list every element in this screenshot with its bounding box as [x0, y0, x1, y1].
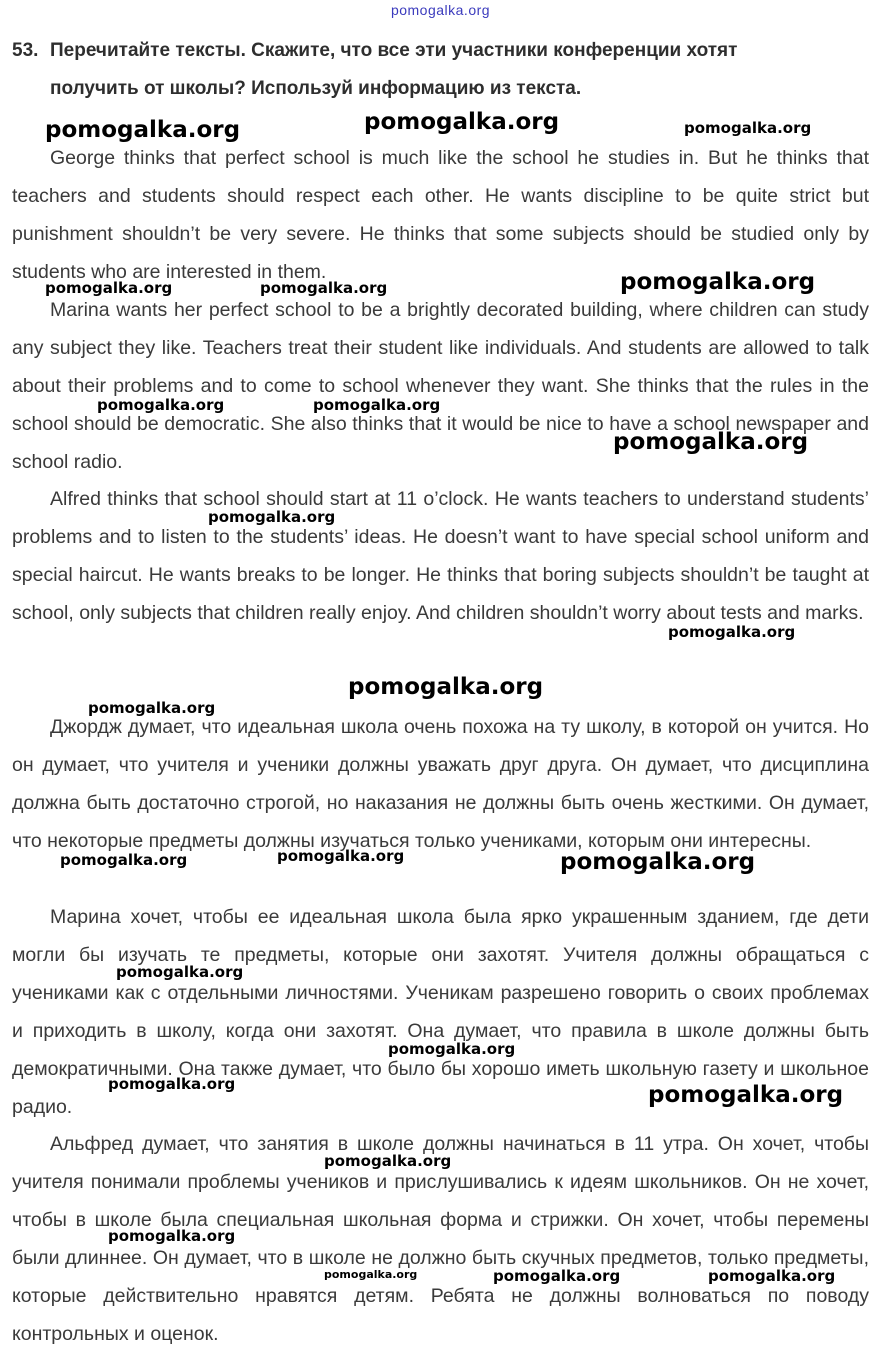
- watermark: pomogalka.org: [208, 508, 336, 526]
- watermark: pomogalka.org: [260, 279, 388, 297]
- watermark: pomogalka.org: [684, 119, 812, 137]
- russian-paragraph-marina: Марина хочет, чтобы ее идеальная школа была ярко украшенным зданием, где дети могли бы изучать те предметы, которые они захотят. Учителя должны обращаться с учениками как с отдельными личностями. Ученикам разрешено говорить о своих проблемах и приходить в школу, когда они захотят. Она думает, что правила в школе должны быть демократичными. Она также думает, что было бы хорошо иметь школьную газету и школьное радио.: [12, 906, 869, 1119]
- watermark: pomogalka.org: [97, 396, 225, 414]
- watermark: pomogalka.org: [45, 117, 241, 143]
- watermark: pomogalka.org: [493, 1267, 621, 1285]
- english-paragraph-alfred: Alfred thinks that school should start at 11 o’clock. He wants teachers to understand students’ problems and to listen to the students’ ideas. He doesn’t want to have special school uniform and special haircut. He wants breaks to be longer. He thinks that boring subjects shouldn’t be taught at school, only subjects that children really enjoy. And children shouldn’t worry about tests and marks.: [12, 488, 869, 625]
- watermark: pomogalka.org: [648, 1082, 844, 1108]
- task-line-2: получить от школы? Используй информацию из текста.: [50, 78, 582, 99]
- watermark: pomogalka.org: [324, 1268, 418, 1281]
- watermark: pomogalka.org: [88, 699, 216, 717]
- watermark: pomogalka.org: [613, 429, 809, 455]
- task-heading: [12, 32, 872, 108]
- watermark: pomogalka.org: [277, 847, 405, 865]
- watermark: pomogalka.org: [108, 1075, 236, 1093]
- russian-paragraph-alfred: Альфред думает, что занятия в школе должны начинаться в 11 утра. Он хочет, чтобы учителя понимали проблемы учеников и прислушивались к идеям школьников. Он не хочет, чтобы в школе была специальная школьная форма и стрижки. Он хочет, чтобы перемены были длиннее. Он думает, что в школе не должно быть скучных предметов, только предметы, которые действительно нравятся детям. Ребята не должны волноваться по поводу контрольных и оценок.: [12, 1133, 869, 1346]
- english-paragraph-george: George thinks that perfect school is much like the school he studies in. But he thinks that teachers and students should respect each other. He wants discipline to be quite strict but punishment shouldn’t be very severe. He thinks that some subjects should be studied only by students who are interested in them.: [12, 147, 869, 284]
- watermark: pomogalka.org: [364, 109, 560, 135]
- english-paragraph-marina: Marina wants her perfect school to be a brightly decorated building, where children can study any subject they like. Teachers treat their student like individuals. And students are allowed to talk about their problems and to come to school whenever they want. She thinks that the rules in the school should be democratic. She also thinks that it would be nice to have a school newspaper and school radio.: [12, 299, 869, 474]
- watermark: pomogalka.org: [388, 1040, 516, 1058]
- watermark: pomogalka.org: [60, 851, 188, 869]
- watermark: pomogalka.org: [45, 279, 173, 297]
- russian-paragraph-george: Джордж думает, что идеальная школа очень похожа на ту школу, в которой он учится. Но он думает, что учителя и ученики должны уважать друг друга. Он думает, что дисциплина должна быть достаточно строгой, но наказания не должны быть очень жесткими. Он думает, что некоторые предметы должны изучаться только учениками, которым они интересны.: [12, 716, 869, 853]
- task-line-1: Перечитайте тексты. Скажите, что все эти участники конференции хотят: [50, 40, 738, 61]
- watermark: pomogalka.org: [324, 1152, 452, 1170]
- watermark: pomogalka.org: [668, 623, 796, 641]
- watermark: pomogalka.org: [116, 963, 244, 981]
- watermark: pomogalka.org: [708, 1267, 836, 1285]
- watermark: pomogalka.org: [560, 849, 756, 875]
- top-watermark: pomogalka.org: [390, 2, 491, 18]
- watermark: pomogalka.org: [313, 396, 441, 414]
- watermark: pomogalka.org: [108, 1227, 236, 1245]
- task-number: 53.: [12, 40, 39, 61]
- watermark: pomogalka.org: [620, 269, 816, 295]
- watermark: pomogalka.org: [348, 674, 544, 700]
